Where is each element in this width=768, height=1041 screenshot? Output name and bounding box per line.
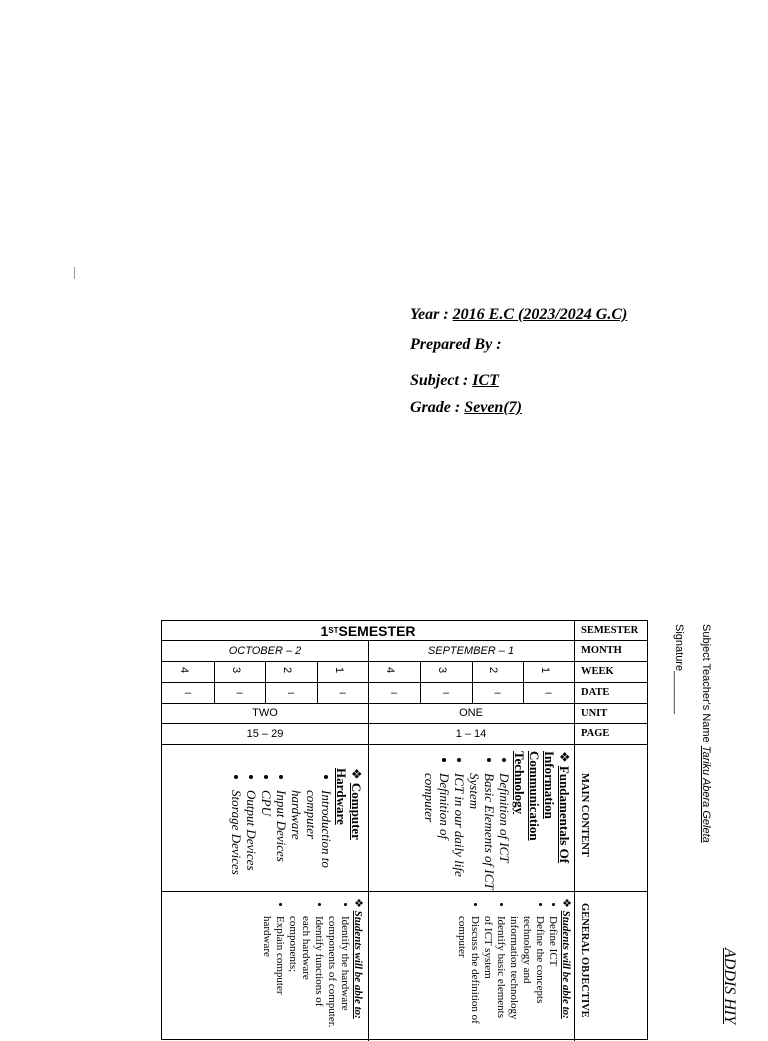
- list-item: • Identify functions of each hardware components;: [286, 916, 325, 1028]
- objective-unit-two: [260, 898, 364, 1028]
- objective-heading: Students will be able to:: [352, 910, 364, 1019]
- list-item: • Define ICT: [546, 916, 559, 1028]
- pages-unit-two: 15 – 29: [246, 727, 284, 740]
- grade-label: Grade :: [410, 399, 465, 416]
- week-cell: 1: [333, 667, 345, 674]
- subject-value: ICT: [472, 372, 499, 389]
- semester-label: SEMESTER: [581, 625, 639, 636]
- page-label: PAGE: [581, 728, 610, 739]
- subject-line: [410, 371, 499, 391]
- diamond-bullet-icon: ❖: [557, 751, 572, 763]
- list-item: • Explain computer hardware: [260, 916, 286, 1028]
- list-item: • ICT in our daily life: [452, 773, 467, 891]
- month-october: OCTOBER – 2: [228, 644, 302, 657]
- date-cell: –: [184, 686, 192, 699]
- list-item: • Define the concepts technology and information technology: [507, 916, 546, 1028]
- main-content-label: MAIN CONTENT: [579, 773, 590, 857]
- signature-line: Signature_______: [673, 624, 685, 714]
- teacher-name-line: [700, 624, 712, 843]
- date-cell: –: [287, 686, 295, 699]
- list-item: • Introduction to computer hardware: [289, 790, 334, 888]
- main-content-unit-one: [422, 751, 572, 891]
- semester-number: 1: [320, 622, 329, 639]
- list-item: • CPU: [259, 790, 274, 888]
- year-label: Year :: [410, 306, 453, 323]
- list-item: • Definition of ICT: [497, 773, 512, 891]
- teacher-name-value: Tariku Abera Geleta: [700, 745, 712, 843]
- date-cell: –: [545, 686, 552, 699]
- week-cell: 4: [178, 667, 190, 674]
- list-item: • Discuss the definition of computer: [455, 916, 481, 1028]
- year-value: 2016 E.C (2023/2024 G.C): [452, 306, 628, 323]
- semester-title: [162, 621, 574, 640]
- diamond-bullet-icon: ❖: [352, 898, 364, 908]
- week-cell: 4: [384, 667, 396, 674]
- prepared-by-label: Prepared By :: [410, 336, 502, 353]
- date-label: DATE: [581, 687, 610, 698]
- list-item: • Definition of computer: [422, 773, 452, 891]
- date-cell: –: [236, 686, 243, 699]
- unit-label: UNIT: [581, 707, 608, 719]
- list-item: • Basic Elements of ICT System: [467, 773, 497, 891]
- semester-suffix: ST: [328, 626, 339, 635]
- semester-word: SEMESTER: [338, 622, 416, 639]
- list-item: • Storage Devices: [229, 790, 244, 888]
- unit-one: ONE: [459, 707, 483, 719]
- date-cell: –: [339, 686, 346, 699]
- diamond-bullet-icon: ❖: [560, 898, 572, 908]
- date-cell: –: [390, 686, 398, 699]
- list-item: • Identify basic elements of ICT system: [481, 916, 507, 1028]
- school-name: ADDIS HIY: [721, 948, 738, 1024]
- week-cell: 1: [539, 667, 551, 674]
- main-content-unit-two: [229, 768, 364, 888]
- text-cursor: [74, 267, 75, 279]
- week-cell: 3: [436, 667, 448, 674]
- diamond-bullet-icon: ❖: [349, 768, 364, 780]
- month-september: SEPTEMBER – 1: [427, 644, 515, 657]
- list-item: • Identify the hardware components of computer.: [325, 916, 351, 1028]
- grade-line: [410, 398, 522, 418]
- week-cell: 2: [487, 667, 499, 674]
- week-cell: 2: [281, 667, 293, 674]
- objective-heading: Students will be able to:: [560, 910, 572, 1019]
- unit-two: TWO: [252, 707, 278, 719]
- list-item: • Output Devices: [244, 790, 259, 888]
- general-objective-label: GENERAL OBJECTIVE: [579, 903, 590, 1018]
- month-label: MONTH: [581, 645, 622, 656]
- list-item: • Input Devices: [274, 790, 289, 888]
- date-cell: –: [442, 686, 450, 699]
- date-cell: –: [494, 686, 501, 699]
- topic-heading: Computer Hardware: [334, 768, 364, 840]
- grade-value: Seven(7): [464, 399, 522, 416]
- pages-unit-one: 1 – 14: [455, 727, 487, 740]
- topic-heading: Fundamentals Of Information Communication Technology: [512, 751, 572, 864]
- teacher-name-label: Subject Teacher's Name: [700, 624, 712, 746]
- week-label: WEEK: [581, 666, 614, 677]
- week-cell: 3: [230, 667, 242, 674]
- prepared-by-line: [410, 335, 502, 355]
- year-line: [410, 305, 627, 325]
- subject-label: Subject :: [410, 372, 473, 389]
- yearly-plan-table: [161, 620, 648, 1040]
- objective-unit-one: [455, 898, 572, 1028]
